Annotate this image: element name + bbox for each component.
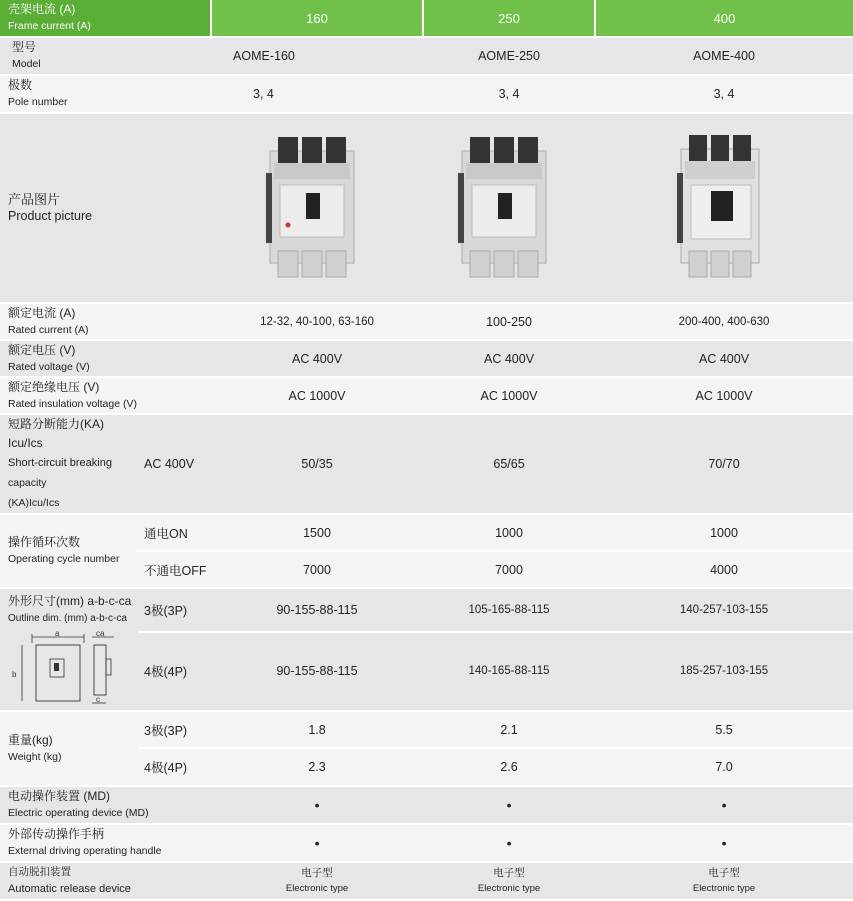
breaker-image-400 (595, 113, 853, 303)
release-250-en: Electronic type (477, 883, 541, 894)
outline-3p-label: 3极(3P) (138, 588, 211, 632)
release-250-zh: 电子型 (493, 867, 525, 879)
release-row (0, 862, 853, 900)
external-handle-en: External driving operating handle (8, 845, 162, 857)
operation-off-label: 不通电OFF (138, 551, 211, 588)
rated-voltage-400: AC 400V (595, 340, 853, 377)
breaking-zh: 短路分断能力(KA) (8, 417, 105, 431)
external-handle-250: • (423, 824, 595, 862)
rated-current-400: 200-400, 400-630 (595, 303, 853, 340)
breaking-en2: capacity (8, 477, 47, 489)
rated-current-label (0, 303, 211, 340)
model-row (0, 37, 853, 75)
breaker-image-250 (423, 113, 595, 303)
operation-on-250: 1000 (423, 514, 595, 551)
external-handle-160: • (211, 824, 423, 862)
release-zh: 自动脱扣装置 (8, 866, 71, 878)
model-400: AOME-400 (595, 37, 853, 75)
rated-voltage-zh: 额定电压 (V) (8, 342, 76, 357)
weight-3p-250: 2.1 (423, 711, 595, 748)
diagram-label-b: b (12, 670, 17, 679)
operation-on-label: 通电ON (138, 514, 211, 551)
release-en: Automatic release device (8, 883, 131, 895)
electric-device-label (0, 786, 211, 824)
diagram-label-ca: ca (96, 631, 105, 638)
release-160-en: Electronic type (285, 883, 349, 894)
breaking-en3: (KA)Icu/Ics (8, 497, 60, 509)
external-handle-400: • (595, 824, 853, 862)
model-label (0, 37, 211, 75)
insulation-voltage-row (0, 377, 853, 414)
operation-on-160: 1500 (211, 514, 423, 551)
rated-voltage-label (0, 340, 211, 377)
operation-label (0, 514, 138, 588)
outline-4p-400: 185-257-103-155 (595, 632, 853, 711)
operation-en: Operating cycle number (8, 553, 120, 565)
breaking-icu: Icu/Ics (8, 436, 43, 450)
electric-device-en: Electric operating device (MD) (8, 807, 149, 819)
diagram-label-c: c (96, 695, 100, 704)
outline-3p-250: 105-165-88-115 (423, 588, 595, 632)
picture-en: Product picture (8, 209, 93, 223)
frame-current-en: Frame current (A) (8, 20, 91, 32)
header-250: 250 (423, 0, 595, 37)
release-160 (211, 862, 423, 900)
breaking-en1: Short-circuit breaking (8, 457, 112, 469)
operation-on-400: 1000 (595, 514, 853, 551)
insulation-voltage-zh: 额定绝缘电压 (V) (8, 379, 100, 394)
poles-row (0, 75, 853, 113)
rated-current-zh: 额定电流 (A) (8, 305, 76, 320)
diagram-label-a: a (55, 631, 60, 638)
weight-3p-label: 3极(3P) (138, 711, 211, 748)
model-en: Model (12, 58, 41, 70)
release-label (0, 862, 211, 900)
insulation-voltage-en: Rated insulation voltage (V) (8, 397, 137, 410)
breaking-condition: AC 400V (138, 414, 211, 514)
rated-voltage-160: AC 400V (211, 340, 423, 377)
picture-zh: 产品图片 (8, 192, 61, 207)
outline-3p-row (0, 588, 853, 632)
circuit-breaker-icon (262, 133, 372, 283)
weight-en: Weight (kg) (8, 750, 62, 763)
poles-400: 3, 4 (595, 75, 853, 113)
header-160: 160 (211, 0, 423, 37)
breaking-row (0, 414, 853, 514)
electric-device-row (0, 786, 853, 824)
operation-on-row (0, 514, 853, 551)
rated-voltage-250: AC 400V (423, 340, 595, 377)
insulation-voltage-label (0, 377, 211, 414)
rated-voltage-en: Rated voltage (V) (8, 360, 90, 373)
insulation-voltage-250: AC 1000V (423, 377, 595, 414)
dimension-diagram-icon (8, 631, 128, 707)
electric-device-zh: 电动操作装置 (MD) (8, 789, 110, 803)
electric-device-160: • (211, 786, 423, 824)
external-handle-label (0, 824, 211, 862)
outline-zh: 外形尺寸(mm) a-b-c-ca (8, 594, 132, 608)
outline-4p-160: 90-155-88-115 (211, 632, 423, 711)
picture-label (0, 113, 211, 303)
weight-3p-400: 5.5 (595, 711, 853, 748)
outline-en: Outline dim. (mm) a-b-c-ca (8, 613, 127, 624)
picture-row (0, 113, 853, 303)
rated-voltage-row (0, 340, 853, 377)
insulation-voltage-400: AC 1000V (595, 377, 853, 414)
circuit-breaker-icon (669, 133, 779, 283)
weight-label (0, 711, 138, 786)
model-250: AOME-250 (423, 37, 595, 75)
operation-off-160: 7000 (211, 551, 423, 588)
release-400-en: Electronic type (692, 883, 756, 894)
breaking-160: 50/35 (211, 414, 423, 514)
weight-4p-250: 2.6 (423, 748, 595, 786)
poles-zh: 极数 (8, 78, 33, 92)
electric-device-400: • (595, 786, 853, 824)
weight-4p-label: 4极(4P) (138, 748, 211, 786)
rated-current-160: 12-32, 40-100, 63-160 (211, 303, 423, 340)
insulation-voltage-160: AC 1000V (211, 377, 423, 414)
header-row (0, 0, 853, 37)
weight-4p-160: 2.3 (211, 748, 423, 786)
release-400-zh: 电子型 (708, 867, 740, 879)
frame-current-zh: 壳架电流 (A) (8, 2, 76, 16)
breaking-label (0, 414, 138, 514)
rated-current-row (0, 303, 853, 340)
release-160-zh: 电子型 (301, 867, 333, 879)
breaking-400: 70/70 (595, 414, 853, 514)
operation-zh: 操作循环次数 (8, 535, 81, 549)
release-250 (423, 862, 595, 900)
model-zh: 型号 (12, 40, 37, 54)
outline-4p-label: 4极(4P) (138, 632, 211, 711)
external-handle-zh: 外部传动操作手柄 (8, 827, 105, 841)
weight-zh: 重量(kg) (8, 732, 53, 747)
breaker-image-160 (211, 113, 423, 303)
outline-3p-400: 140-257-103-155 (595, 588, 853, 632)
poles-en: Pole number (8, 96, 68, 108)
outline-label (0, 588, 138, 711)
circuit-breaker-icon (454, 133, 564, 283)
operation-off-250: 7000 (423, 551, 595, 588)
outline-4p-250: 140-165-88-115 (423, 632, 595, 711)
poles-160: 3, 4 (211, 75, 423, 113)
poles-250: 3, 4 (423, 75, 595, 113)
frame-current-label (0, 0, 211, 37)
poles-label (0, 75, 211, 113)
operation-off-400: 4000 (595, 551, 853, 588)
model-160: AOME-160 (211, 37, 423, 75)
release-400 (595, 862, 853, 900)
rated-current-250: 100-250 (423, 303, 595, 340)
outline-3p-160: 90-155-88-115 (211, 588, 423, 632)
rated-current-en: Rated current (A) (8, 323, 89, 336)
weight-3p-row (0, 711, 853, 748)
electric-device-250: • (423, 786, 595, 824)
breaking-250: 65/65 (423, 414, 595, 514)
header-400: 400 (595, 0, 853, 37)
weight-4p-400: 7.0 (595, 748, 853, 786)
external-handle-row (0, 824, 853, 862)
weight-3p-160: 1.8 (211, 711, 423, 748)
